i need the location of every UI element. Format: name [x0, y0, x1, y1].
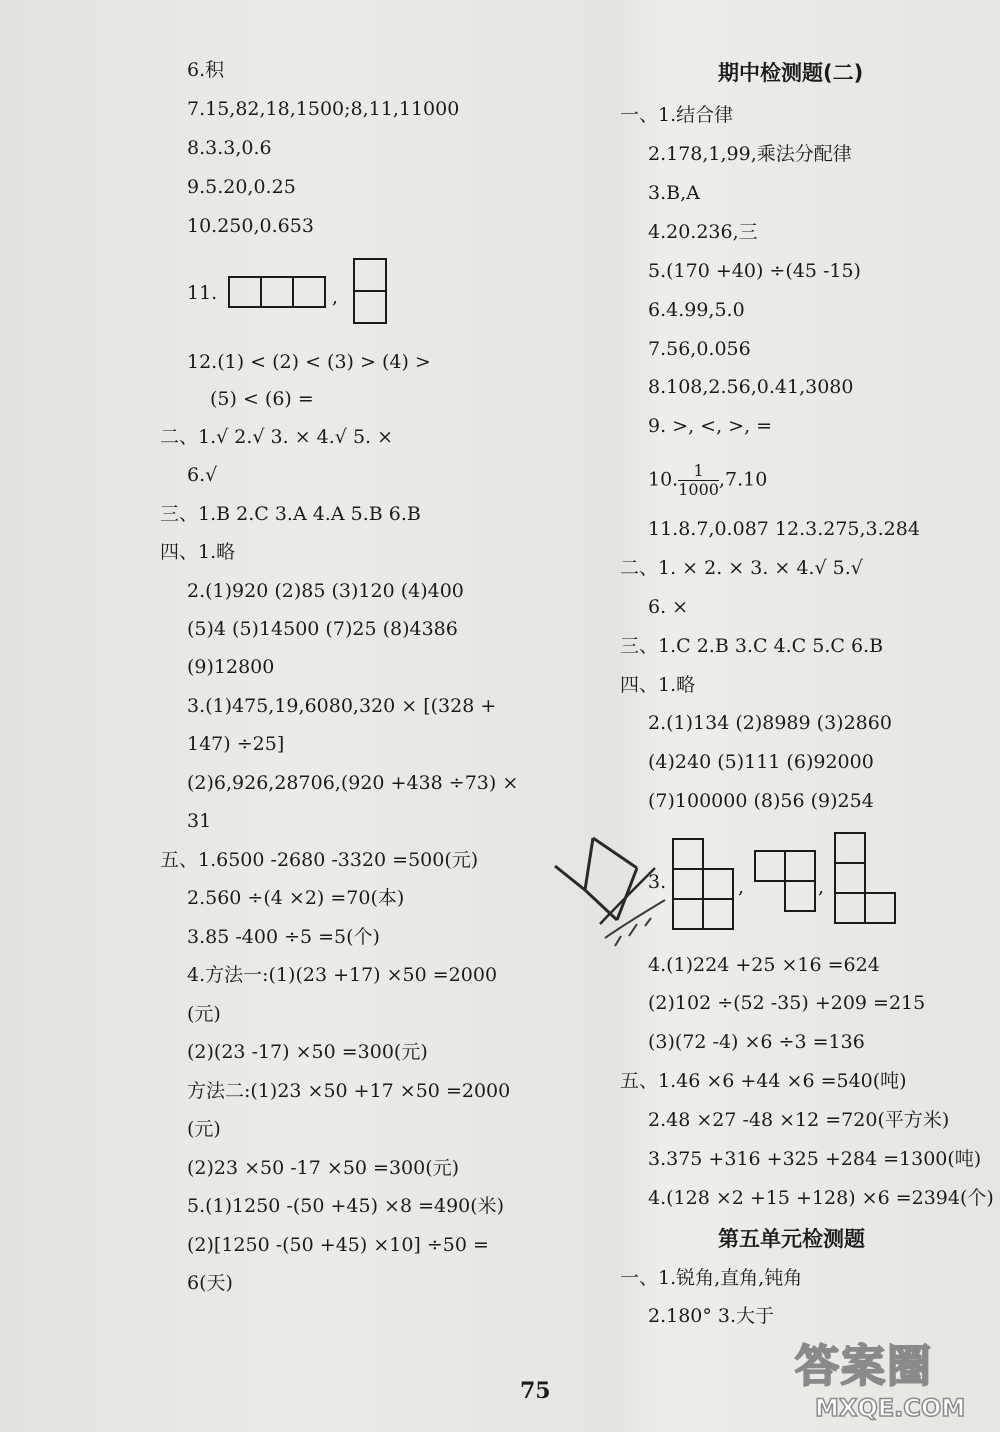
section-heading-midterm-2: 期中检测题(二) [718, 61, 864, 85]
right-line-10 [648, 462, 767, 499]
left-line-22: 3.85 -400 ÷5 =5(个) [187, 926, 380, 948]
left-line-30: (2)[1250 -(50 +45) ×10] ÷50 = [187, 1234, 489, 1256]
left-line-14: (5)4 (5)14500 (7)25 (8)4386 [187, 618, 458, 640]
right-line-8: 8.108,2.56,0.41,3080 [648, 376, 854, 398]
left-line-27: (元) [187, 1118, 221, 1140]
left-line-23: 4.方法一:(1)(23 +17) ×50 =2000 [187, 964, 498, 986]
right-line-24: 2.48 ×27 -48 ×12 =720(平方米) [648, 1109, 950, 1131]
right-line-19-sep2: , [818, 876, 825, 898]
right-line-11: 11.8.7,0.087 12.3.275,3.284 [648, 518, 920, 540]
right-line-14: 三、1.C 2.B 3.C 4.C 5.C 6.B [620, 635, 884, 657]
fraction-denominator: 1000 [678, 480, 719, 499]
watermark-logo [795, 1330, 1000, 1432]
right-line-6: 6.4.99,5.0 [648, 299, 745, 321]
left-line-20: 五、1.6500 -2680 -3320 =500(元) [160, 849, 479, 871]
right-line-28: 2.180° 3.大于 [648, 1305, 775, 1327]
right-line-18: (7)100000 (8)56 (9)254 [648, 790, 874, 812]
left-line-24: (元) [187, 1003, 221, 1025]
right-line-10-suffix: ,7.10 [718, 468, 768, 491]
right-line-12: 二、1. × 2. × 3. × 4.√ 5.√ [620, 557, 863, 579]
left-line-10: 6.√ [187, 464, 218, 486]
fraction-numerator: 1 [678, 462, 719, 481]
right-line-1: 一、1.结合律 [620, 104, 734, 126]
right-line-19-sep1: , [738, 876, 745, 898]
right-line-25: 3.375 +316 +325 +284 =1300(吨) [648, 1148, 982, 1170]
watermark-url: MXQE.COM [815, 1394, 966, 1422]
left-line-4: 9.5.20,0.25 [187, 176, 296, 198]
right-line-4: 4.20.236,三 [648, 221, 758, 243]
left-line-16: 3.(1)475,19,6080,320 × [(328 + [187, 695, 497, 717]
right-line-3: 3.B,A [648, 182, 700, 204]
left-line-6-label: 11. [187, 282, 218, 304]
left-line-5: 10.250,0.653 [187, 215, 314, 237]
page-number: 75 [520, 1378, 551, 1404]
left-line-17: 147) ÷25] [187, 733, 285, 755]
left-line-2: 7.15,82,18,1500;8,11,11000 [187, 98, 460, 120]
right-line-21: (2)102 ÷(52 -35) +209 =215 [648, 992, 926, 1014]
two-squares-column-figure [353, 258, 387, 324]
left-line-21: 2.560 ÷(4 ×2) =70(本) [187, 887, 405, 909]
section-heading-unit-5: 第五单元检测题 [718, 1227, 865, 1251]
left-line-6-sep: , [332, 286, 339, 308]
left-line-18: (2)6,926,28706,(920 +438 ÷73) × [187, 772, 519, 794]
left-line-19: 31 [187, 810, 212, 832]
view-figure-3 [834, 832, 898, 928]
left-line-26: 方法二:(1)23 ×50 +17 ×50 =2000 [187, 1080, 511, 1102]
left-line-31: 6(天) [187, 1272, 233, 1294]
left-line-15: (9)12800 [187, 656, 275, 678]
right-line-2: 2.178,1,99,乘法分配律 [648, 143, 852, 165]
right-line-10-prefix: 10. [648, 468, 679, 491]
right-line-22: (3)(72 -4) ×6 ÷3 =136 [648, 1031, 865, 1053]
right-line-20: 4.(1)224 +25 ×16 =624 [648, 954, 880, 976]
right-line-27: 一、1.锐角,直角,钝角 [620, 1267, 803, 1289]
left-line-29: 5.(1)1250 -(50 +45) ×8 =490(米) [187, 1195, 505, 1217]
left-line-3: 8.3.3,0.6 [187, 137, 272, 159]
right-line-17: (4)240 (5)111 (6)92000 [648, 751, 874, 773]
left-line-8: (5) < (6) = [210, 388, 314, 410]
pencil-scribble-icon [545, 828, 695, 958]
right-line-19-label: 3. [648, 871, 667, 893]
left-line-11: 三、1.B 2.C 3.A 4.A 5.B 6.B [160, 503, 421, 525]
right-line-26: 4.(128 ×2 +15 +128) ×6 =2394(个) [648, 1187, 994, 1209]
right-line-15: 四、1.略 [620, 674, 696, 696]
left-line-28: (2)23 ×50 -17 ×50 =300(元) [187, 1157, 460, 1179]
right-line-16: 2.(1)134 (2)8989 (3)2860 [648, 712, 892, 734]
left-line-9: 二、1.√ 2.√ 3. × 4.√ 5. × [160, 426, 394, 448]
right-line-9: 9. >, <, >, = [648, 415, 773, 437]
right-line-13: 6. × [648, 596, 689, 618]
left-line-12: 四、1.略 [160, 541, 236, 563]
left-line-13: 2.(1)920 (2)85 (3)120 (4)400 [187, 580, 464, 602]
right-line-5: 5.(170 +40) ÷(45 -15) [648, 260, 861, 282]
left-line-7: 12.(1) < (2) < (3) > (4) > [187, 351, 431, 373]
view-figure-2 [754, 850, 818, 914]
fraction [678, 462, 719, 499]
left-line-25: (2)(23 -17) ×50 =300(元) [187, 1041, 428, 1063]
right-line-23: 五、1.46 ×6 +44 ×6 =540(吨) [620, 1070, 907, 1092]
left-line-1: 6.积 [187, 59, 225, 81]
watermark-title: 答案圈 [795, 1341, 933, 1392]
three-squares-row-figure [228, 276, 324, 308]
right-line-7: 7.56,0.056 [648, 338, 751, 360]
